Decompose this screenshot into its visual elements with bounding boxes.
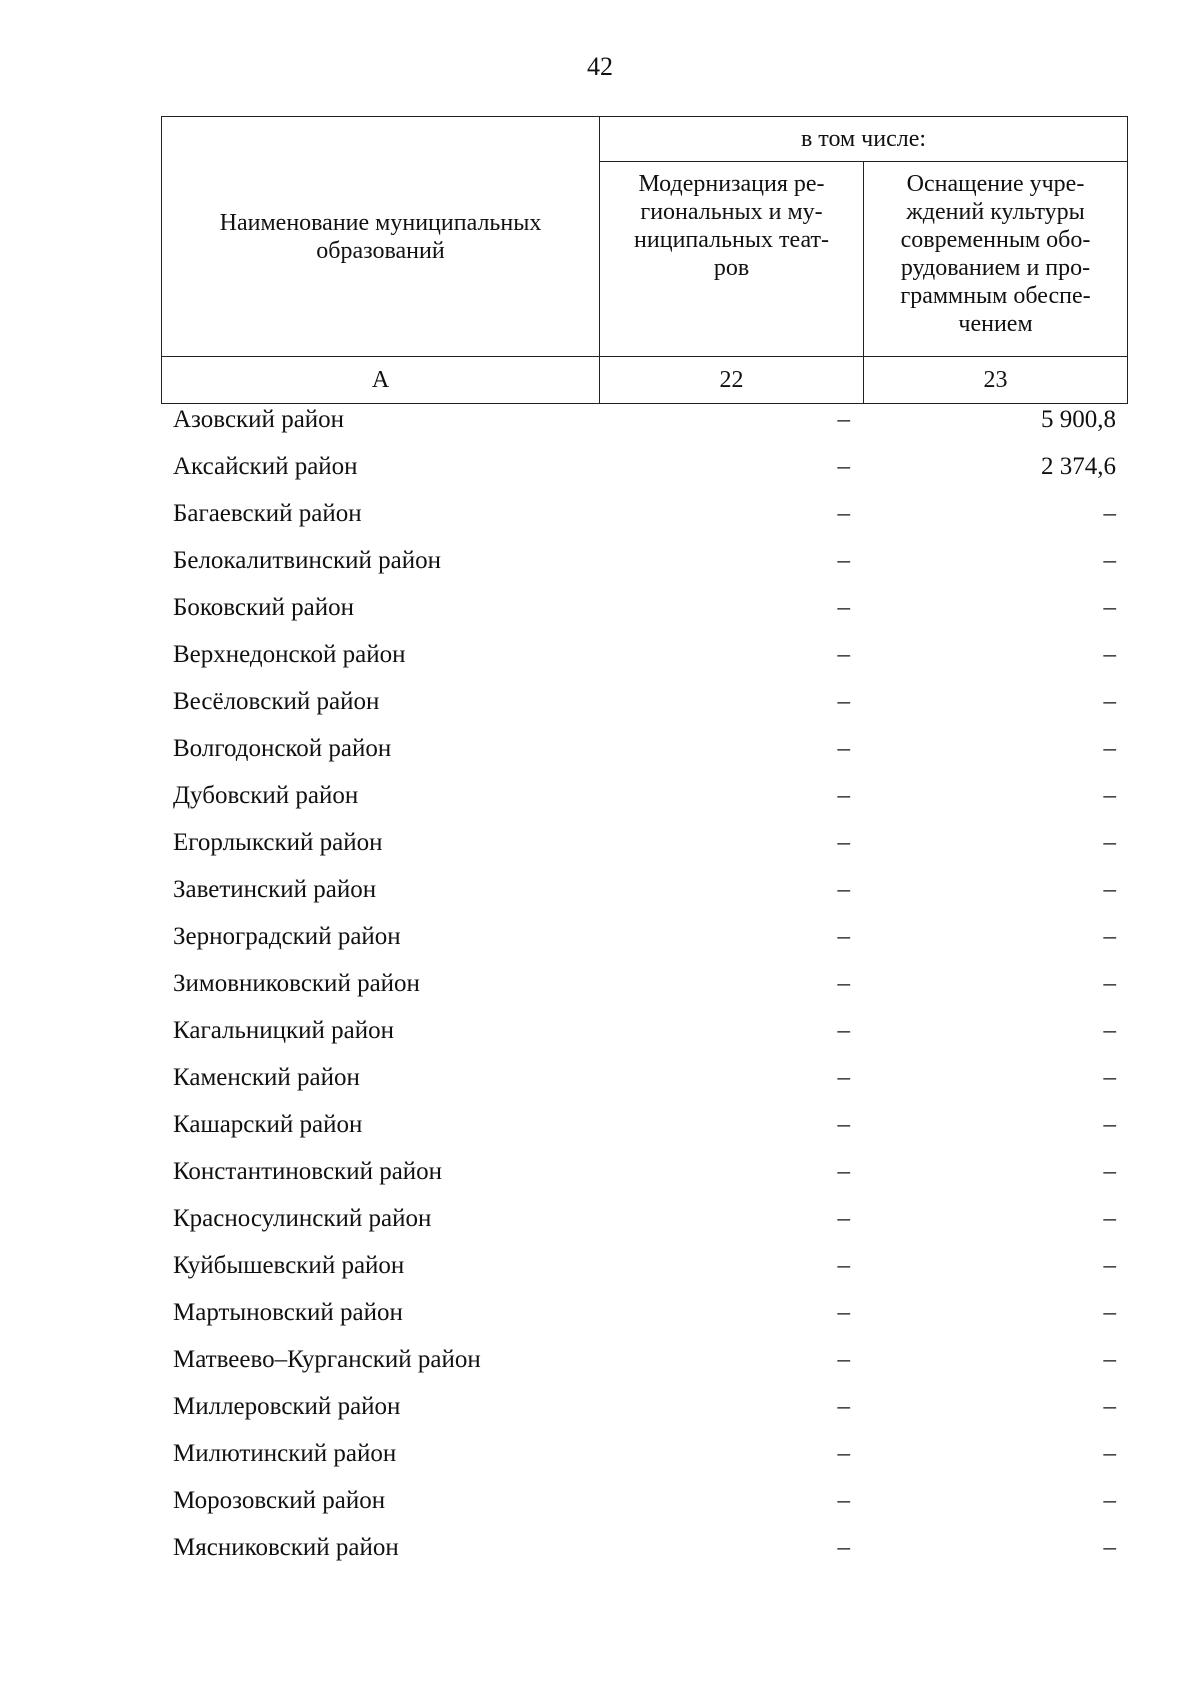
header-group: в том числе: [600,117,1128,162]
row-value-22: – [837,641,850,668]
row-value-22: – [837,500,850,527]
row-value-23: – [1103,1252,1116,1279]
page-number: 42 [587,52,613,81]
row-value-22: – [837,782,850,809]
row-value-23: – [1103,1346,1116,1373]
header-col-23-line: рудованием и про- [900,255,1091,281]
row-value-23: – [1103,594,1116,621]
row-name: Волгодонской район [173,735,392,762]
row-value-23: – [1103,1017,1116,1044]
row-value-22: – [837,829,850,856]
header-col-23-line: Оснащение учре- [906,171,1085,197]
row-value-22: – [837,1017,850,1044]
table-row [161,964,1128,1011]
row-value-23: – [1103,547,1116,574]
row-name: Кашарский район [173,1111,363,1138]
row-value-23: – [1103,688,1116,715]
table-row [161,917,1128,964]
header-col-22-line: Модернизация ре- [638,171,825,197]
row-value-23: – [1103,876,1116,903]
table-row [161,635,1128,682]
row-value-23: 2 374,6 [1041,453,1116,480]
header-col-23-line: чением [958,311,1033,337]
table-row [161,1434,1128,1481]
row-name: Красносулинский район [173,1205,432,1232]
header-col-23 [864,162,1128,357]
row-value-22: – [837,547,850,574]
row-value-22: – [837,923,850,950]
row-name: Каменский район [173,1064,360,1091]
row-value-23: – [1103,1440,1116,1467]
table-row [161,1152,1128,1199]
row-name: Егорлыкский район [173,829,383,856]
row-value-23: – [1103,641,1116,668]
table-row [161,870,1128,917]
row-value-22: – [837,735,850,762]
row-name: Азовский район [173,406,345,433]
table-body [161,400,1128,1575]
row-value-23: – [1103,970,1116,997]
row-value-22: – [837,594,850,621]
row-value-22: – [837,1440,850,1467]
table-row [161,1481,1128,1528]
row-name: Белокалитвинский район [173,547,441,574]
row-value-23: – [1103,1158,1116,1185]
row-value-22: – [837,1487,850,1514]
row-value-22: – [837,688,850,715]
column-number-a: А [162,357,600,404]
row-value-23: – [1103,1393,1116,1420]
table-row [161,682,1128,729]
row-value-22: – [837,1299,850,1326]
table-row [161,823,1128,870]
table-row [161,1387,1128,1434]
table-row [161,1293,1128,1340]
row-value-22: – [837,1393,850,1420]
row-value-23: 5 900,8 [1041,406,1116,433]
row-value-22: – [837,453,850,480]
row-value-22: – [837,1252,850,1279]
row-name: Мясниковский район [173,1534,399,1561]
table-row [161,447,1128,494]
table-row [161,1199,1128,1246]
column-number-23: 23 [864,357,1128,404]
row-name: Заветинский район [173,876,377,903]
row-name: Мартыновский район [173,1299,403,1326]
table-row [161,729,1128,776]
row-name: Зерноградский район [173,923,401,950]
row-value-22: – [837,1064,850,1091]
row-name: Боковский район [173,594,354,621]
table-row [161,494,1128,541]
table-row [161,1011,1128,1058]
row-value-22: – [837,1205,850,1232]
row-value-22: – [837,1346,850,1373]
row-name: Миллеровский район [173,1393,401,1420]
row-value-23: – [1103,1487,1116,1514]
header-col-22-line: гиональных и му- [640,199,823,225]
row-value-23: – [1103,829,1116,856]
row-value-22: – [837,970,850,997]
row-value-22: – [837,1534,850,1561]
row-value-23: – [1103,1299,1116,1326]
table-row [161,1105,1128,1152]
row-name: Весёловский район [173,688,380,715]
table-header [161,116,1128,404]
column-number-22: 22 [600,357,864,404]
row-name: Аксайский район [173,453,358,480]
header-col-22-line: ров [713,255,750,281]
table-row [161,1528,1128,1575]
header-col-23-line: граммным обеспе- [900,283,1091,309]
row-name: Верхнедонской район [173,641,406,668]
row-value-23: – [1103,735,1116,762]
table-row [161,1058,1128,1105]
row-value-22: – [837,1111,850,1138]
row-value-22: – [837,406,850,433]
row-value-23: – [1103,1205,1116,1232]
row-name: Константиновский район [173,1158,443,1185]
row-name: Зимовниковский район [173,970,420,997]
table-row [161,776,1128,823]
row-name: Дубовский район [173,782,359,809]
row-value-23: – [1103,782,1116,809]
row-value-22: – [837,1158,850,1185]
header-col-22-line: ниципальных теат- [634,227,829,253]
row-name: Кагальницкий район [173,1017,395,1044]
header-col-23-line: современным обо- [900,227,1091,253]
row-value-23: – [1103,1064,1116,1091]
row-name: Матвеево–Курганский район [173,1346,481,1373]
table-row [161,400,1128,447]
row-value-23: – [1103,1111,1116,1138]
row-name: Багаевский район [173,500,362,527]
row-name: Куйбышевский район [173,1252,405,1279]
table-row [161,541,1128,588]
row-value-22: – [837,876,850,903]
row-value-23: – [1103,923,1116,950]
row-value-23: – [1103,1534,1116,1561]
header-col-22 [600,162,864,357]
row-value-23: – [1103,500,1116,527]
header-name-column: Наименование муниципальных образований [162,117,600,357]
table-row [161,1340,1128,1387]
row-name: Морозовский район [173,1487,386,1514]
header-col-23-line: ждений культуры [906,199,1085,225]
row-name: Милютинский район [173,1440,397,1467]
table-row [161,588,1128,635]
table-row [161,1246,1128,1293]
